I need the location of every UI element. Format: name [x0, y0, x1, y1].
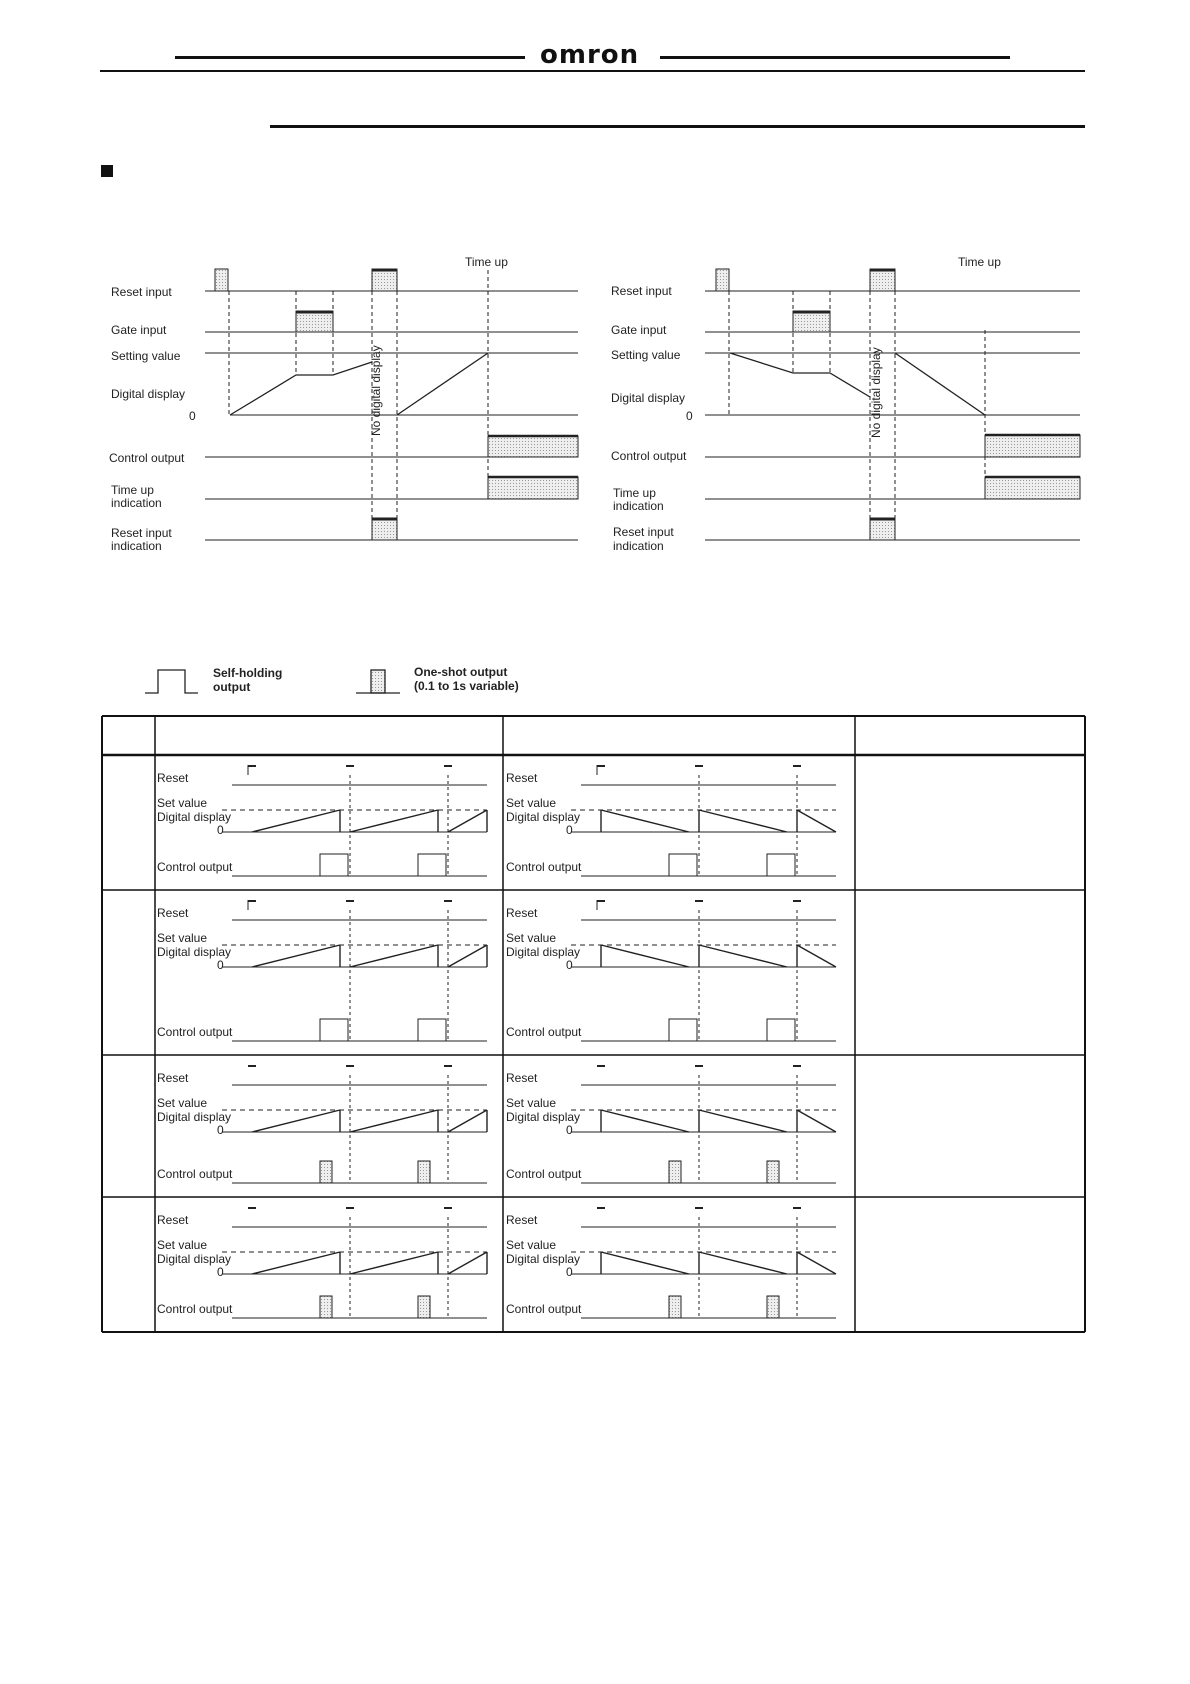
- time-up-label: Time up: [958, 255, 1001, 269]
- row-control-output-label: Control output: [157, 1025, 233, 1039]
- table-drawings: [222, 765, 836, 1318]
- reset-pulse: [248, 900, 256, 902]
- row-digital-display-label: Digital display: [157, 810, 232, 824]
- row-reset-label: Reset: [506, 906, 538, 920]
- ramp-up: [448, 810, 487, 832]
- ramp-down: [601, 810, 689, 832]
- one-shot-pulse: [669, 1161, 681, 1183]
- reset-input-label: Reset input: [611, 284, 672, 298]
- legend-self-holding-1: Self-holding: [213, 666, 283, 680]
- table-frame: [102, 716, 1085, 1332]
- row-set-value-label: Set value: [506, 796, 557, 810]
- reset-pulse: [695, 1065, 703, 1067]
- ramp-up: [350, 945, 438, 967]
- reset-pulse: [248, 1207, 256, 1209]
- row-set-value-label: Set value: [157, 931, 208, 945]
- no-digital-display-label: No digital display: [869, 347, 883, 438]
- reset-pulse: [597, 1207, 605, 1209]
- row-set-value-label: Set value: [157, 1238, 208, 1252]
- ramp-down: [797, 1110, 836, 1132]
- ramp-down: [601, 1252, 689, 1274]
- digital-display-label: Digital display: [611, 391, 686, 405]
- row-zero-label: 0: [566, 1265, 573, 1279]
- reset-pulse: [444, 765, 452, 767]
- row-reset-label: Reset: [157, 906, 189, 920]
- row-set-value-label: Set value: [506, 1096, 557, 1110]
- control-pulse: [767, 1019, 795, 1041]
- legend-self-holding-icon: [145, 670, 198, 693]
- control-output-label: Control output: [109, 451, 185, 465]
- reset-pulse: [346, 1065, 354, 1067]
- row-zero-label: 0: [566, 823, 573, 837]
- reset-pulse: [444, 1207, 452, 1209]
- legend-one-shot-2: (0.1 to 1s variable): [414, 679, 519, 693]
- reset-input-label: Reset input: [111, 285, 172, 299]
- reset-pulse: [793, 765, 801, 767]
- one-shot-pulse: [320, 1296, 332, 1318]
- row-reset-label: Reset: [157, 771, 189, 785]
- row-digital-display-label: Digital display: [506, 810, 581, 824]
- ramp-down: [699, 1110, 787, 1132]
- row-zero-label: 0: [217, 958, 224, 972]
- legend-one-shot-1: One-shot output: [414, 665, 508, 679]
- ramp-down: [699, 1252, 787, 1274]
- row-reset-label: Reset: [157, 1071, 189, 1085]
- control-pulse: [669, 854, 697, 876]
- ramp-up: [350, 1252, 438, 1274]
- ramp-down: [797, 945, 836, 967]
- control-output-label: Control output: [611, 449, 687, 463]
- one-shot-pulse: [767, 1161, 779, 1183]
- control-pulse: [418, 854, 446, 876]
- control-pulse: [320, 1019, 348, 1041]
- ramp-up: [350, 810, 438, 832]
- row-reset-label: Reset: [157, 1213, 189, 1227]
- ramp-up: [252, 1252, 340, 1274]
- row-digital-display-label: Digital display: [157, 945, 232, 959]
- reset-pulse: [444, 900, 452, 902]
- reset-pulse: [695, 765, 703, 767]
- ramp-down: [601, 945, 689, 967]
- row-zero-label: 0: [217, 1123, 224, 1137]
- row-control-output-label: Control output: [506, 860, 582, 874]
- reset-input-indication-label-1: Reset input: [613, 525, 674, 539]
- row-control-output-label: Control output: [506, 1025, 582, 1039]
- row-set-value-label: Set value: [506, 931, 557, 945]
- omron-logo: omron: [540, 40, 640, 70]
- row-control-output-label: Control output: [157, 860, 233, 874]
- legend-self-holding-2: output: [213, 680, 251, 694]
- ramp-up: [252, 1110, 340, 1132]
- reset-pulse: [597, 1065, 605, 1067]
- ramp-down: [699, 810, 787, 832]
- reset-pulse: [346, 900, 354, 902]
- row-digital-display-label: Digital display: [506, 945, 581, 959]
- row-digital-display-label: Digital display: [506, 1252, 581, 1266]
- ramp-up: [350, 1110, 438, 1132]
- ramp-down: [797, 810, 836, 832]
- legend-one-shot-icon: [356, 670, 400, 693]
- reset-pulse: [793, 1065, 801, 1067]
- timing-left-lines: [205, 269, 578, 540]
- reset-input-indication-label-1: Reset input: [111, 526, 172, 540]
- timing-right-lines: [705, 269, 1080, 540]
- control-pulse: [669, 1019, 697, 1041]
- reset-input-indication-label-2: indication: [613, 539, 664, 553]
- time-up-indication-label-2: indication: [613, 499, 664, 513]
- control-pulse: [418, 1019, 446, 1041]
- time-up-indication-label-1: Time up: [613, 486, 656, 500]
- row-digital-display-label: Digital display: [157, 1110, 232, 1124]
- one-shot-pulse: [418, 1161, 430, 1183]
- row-set-value-label: Set value: [506, 1238, 557, 1252]
- time-up-indication-label-1: Time up: [111, 483, 154, 497]
- row-control-output-label: Control output: [506, 1302, 582, 1316]
- reset-pulse: [793, 1207, 801, 1209]
- reset-pulse: [793, 900, 801, 902]
- one-shot-pulse: [767, 1296, 779, 1318]
- reset-pulse: [597, 900, 605, 902]
- ramp-up: [448, 1110, 487, 1132]
- ramp-up: [252, 945, 340, 967]
- one-shot-pulse: [320, 1161, 332, 1183]
- no-digital-display-label: No digital display: [369, 345, 383, 436]
- row-zero-label: 0: [566, 958, 573, 972]
- row-reset-label: Reset: [506, 1213, 538, 1227]
- zero-label: 0: [189, 409, 196, 423]
- row-zero-label: 0: [566, 1123, 573, 1137]
- control-pulse: [320, 854, 348, 876]
- reset-pulse: [346, 765, 354, 767]
- ramp-up: [448, 945, 487, 967]
- reset-pulse: [248, 765, 256, 767]
- ramp-up: [448, 1252, 487, 1274]
- time-up-label: Time up: [465, 255, 508, 269]
- reset-pulse: [695, 900, 703, 902]
- time-up-indication-label-2: indication: [111, 496, 162, 510]
- ramp-down: [699, 945, 787, 967]
- setting-value-label: Setting value: [611, 348, 681, 362]
- ramp-down: [797, 1252, 836, 1274]
- reset-pulse: [695, 1207, 703, 1209]
- zero-label: 0: [686, 409, 693, 423]
- row-digital-display-label: Digital display: [506, 1110, 581, 1124]
- row-zero-label: 0: [217, 823, 224, 837]
- row-set-value-label: Set value: [157, 796, 208, 810]
- one-shot-pulse: [669, 1296, 681, 1318]
- row-control-output-label: Control output: [157, 1302, 233, 1316]
- one-shot-pulse: [418, 1296, 430, 1318]
- row-control-output-label: Control output: [157, 1167, 233, 1181]
- control-pulse: [767, 854, 795, 876]
- gate-input-label: Gate input: [111, 323, 167, 337]
- ramp-up: [252, 810, 340, 832]
- setting-value-label: Setting value: [111, 349, 181, 363]
- reset-input-indication-label-2: indication: [111, 539, 162, 553]
- row-set-value-label: Set value: [157, 1096, 208, 1110]
- row-reset-label: Reset: [506, 1071, 538, 1085]
- row-control-output-label: Control output: [506, 1167, 582, 1181]
- row-digital-display-label: Digital display: [157, 1252, 232, 1266]
- row-zero-label: 0: [217, 1265, 224, 1279]
- gate-input-label: Gate input: [611, 323, 667, 337]
- ramp-down: [601, 1110, 689, 1132]
- digital-display-label: Digital display: [111, 387, 186, 401]
- reset-pulse: [597, 765, 605, 767]
- reset-pulse: [248, 1065, 256, 1067]
- row-reset-label: Reset: [506, 771, 538, 785]
- reset-pulse: [444, 1065, 452, 1067]
- reset-pulse: [346, 1207, 354, 1209]
